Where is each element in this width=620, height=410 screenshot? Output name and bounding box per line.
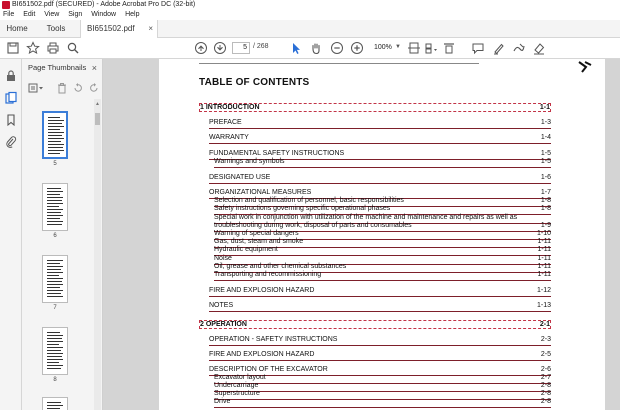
toc-entry-title: Excavator layout	[214, 374, 266, 381]
zoom-level[interactable]: 100%	[374, 44, 392, 51]
next-page-icon[interactable]	[213, 41, 227, 55]
thumbnail-page-number: 7	[53, 305, 57, 311]
bookmark-star-icon[interactable]	[26, 41, 40, 55]
toc-entry-title: Gas, dust, steam and smoke	[214, 238, 304, 245]
toc-entry-title: WARRANTY	[209, 134, 249, 141]
toc-section-entry[interactable]	[209, 351, 551, 360]
toc-link-underline	[209, 128, 551, 129]
toc-link-underline	[209, 345, 551, 346]
toc-entry-page: 1-8	[540, 197, 551, 204]
toc-entry-page: 1-4	[540, 134, 551, 141]
toc-subsection-entry[interactable]	[214, 158, 551, 167]
view-mode-icon[interactable]	[424, 41, 438, 55]
toc-link-underline	[214, 167, 551, 168]
toc-entry-page: 1-9	[540, 222, 551, 229]
toc-entry-title: Selection and qualification of personnel, basic responsibilities	[214, 197, 404, 204]
thumbnail-page-8[interactable]	[42, 327, 68, 383]
toc-entry-page: 1-11	[537, 255, 551, 262]
left-navigation-pane	[0, 59, 22, 410]
thumbnails-panel	[22, 59, 103, 410]
tab-document-label: BI651502.pdf	[87, 24, 135, 33]
toc-entry-page: 1-1	[539, 104, 550, 111]
hand-tool-icon[interactable]	[309, 41, 323, 55]
page-total: / 268	[253, 43, 269, 50]
toc-entry-title: FIRE AND EXPLOSION HAZARD	[209, 351, 315, 358]
toc-entry-title: FIRE AND EXPLOSION HAZARD	[209, 287, 315, 294]
corner-logo-mark-icon	[577, 61, 593, 73]
toc-entry-page: 1-13	[536, 302, 551, 309]
header-rule	[199, 63, 479, 64]
toc-entry-page: 2-8	[540, 390, 551, 397]
thumbnail-page-number: 8	[53, 377, 57, 383]
menu-bar	[0, 10, 620, 20]
toc-subsection-entry[interactable]	[214, 398, 551, 407]
toc-link-underline	[209, 183, 551, 184]
toc-entry-title: Transporting and recommissioning	[214, 271, 322, 278]
thumbnail-image	[42, 397, 68, 410]
previous-page-icon[interactable]	[194, 41, 208, 55]
thumbnails-toolbar	[22, 81, 103, 95]
tab-bar	[0, 20, 620, 38]
toc-link-underline	[209, 311, 551, 312]
toc-entry-page: 2-8	[540, 382, 551, 389]
toc-section-entry[interactable]	[209, 134, 551, 143]
thumbnail-page-5[interactable]	[42, 111, 68, 167]
zoom-in-icon[interactable]	[350, 41, 364, 55]
thumbnail-options-icon[interactable]	[28, 81, 44, 93]
toc-subsection-entry[interactable]	[214, 205, 551, 214]
toc-entry-title: PREFACE	[209, 119, 242, 126]
window-title: BI651502.pdf (SECURED) - Adobe Acrobat Pro DC (32-bit)	[12, 1, 196, 8]
toc-section-entry[interactable]	[209, 287, 551, 296]
tab-tools[interactable]: Tools	[46, 24, 66, 33]
attachments-paperclip-icon[interactable]	[4, 135, 18, 149]
thumbnail-image	[42, 327, 68, 375]
page-fit-icon[interactable]	[407, 41, 421, 55]
toc-entry-title: DESCRIPTION OF THE EXCAVATOR	[209, 366, 328, 373]
toc-link-underline	[209, 360, 551, 361]
comment-icon[interactable]	[471, 41, 485, 55]
toc-entry-title: OPERATION - SAFETY INSTRUCTIONS	[209, 336, 338, 343]
toc-entry-page: 1-11	[537, 271, 551, 278]
scroll-up-arrow-icon[interactable]: ▲	[95, 101, 100, 107]
pdf-page	[159, 59, 605, 410]
draw-icon[interactable]	[512, 41, 526, 55]
toc-entry-title: NOTES	[209, 302, 234, 309]
thumbnail-page-6[interactable]	[42, 183, 68, 239]
toc-entry-title: Safety instructions governing specific operational phases	[214, 205, 391, 212]
toc-entry-page: 2-5	[540, 351, 551, 358]
toc-entry-title: Warnings and symbols	[214, 158, 285, 165]
toc-entry-page: 2-8	[540, 398, 551, 405]
toc-subsection-entry[interactable]	[214, 271, 551, 280]
zoom-dropdown-chevron-icon[interactable]: ▼	[395, 44, 401, 50]
toc-entry-page: 1-12	[536, 287, 551, 294]
highlight-pen-icon[interactable]	[492, 41, 506, 55]
toc-entry-page: 1-10	[536, 230, 551, 237]
toc-link-underline	[209, 143, 551, 144]
toc-entry-page: 1-11	[537, 246, 551, 253]
toc-link-underline	[209, 296, 551, 297]
toc-entry-page: 1-8	[540, 205, 551, 212]
bookmarks-icon[interactable]	[4, 113, 18, 127]
search-icon[interactable]	[66, 41, 80, 55]
thumbnails-header	[22, 59, 103, 77]
toc-entry-title: DESIGNATED USE	[209, 174, 271, 181]
menu-window[interactable]: Window	[91, 11, 117, 18]
close-panel-icon[interactable]: ×	[91, 63, 97, 73]
print-icon[interactable]	[46, 41, 60, 55]
title-bar	[0, 0, 620, 10]
thumbnail-page-number: 5	[53, 161, 57, 167]
toc-entry-page: 2-6	[540, 366, 551, 373]
tab-home[interactable]: Home	[6, 24, 28, 33]
toc-section-entry[interactable]	[209, 336, 551, 345]
toc-entry-title: Hydraulic equipment	[214, 246, 278, 253]
toc-entry-title: Noise	[214, 255, 232, 262]
toc-entry-title: troubleshooting during work, disposal of parts and consumables	[214, 222, 412, 229]
toc-entry-title: Oil, grease and other chemical substances	[214, 263, 347, 270]
zoom-out-icon[interactable]	[330, 41, 344, 55]
toc-entry-title: Special work in conjunction with utilization of the machine and maintenance and repairs as well as	[214, 214, 518, 221]
select-cursor-icon[interactable]	[289, 41, 303, 55]
page-thumbnails-icon[interactable]	[4, 91, 18, 105]
toc-section-entry[interactable]	[209, 174, 551, 183]
scroll-mode-icon[interactable]	[442, 41, 456, 55]
toc-chapter-entry[interactable]	[199, 103, 551, 112]
toc-entry-page: 1-3	[540, 119, 551, 126]
toc-entry-page: 2-3	[540, 336, 551, 343]
toc-entry-title: Superstructure	[214, 390, 260, 397]
tab-document[interactable]	[80, 20, 158, 38]
document-viewport[interactable]	[103, 59, 620, 410]
toc-link-underline	[214, 407, 551, 408]
rotate-clockwise-icon[interactable]	[88, 81, 100, 93]
thumbnails-title: Page Thumbnails	[28, 63, 87, 72]
toc-link-underline	[214, 280, 551, 281]
close-tab-icon[interactable]: ×	[148, 24, 153, 33]
fill-sign-icon[interactable]	[532, 41, 546, 55]
toc-entry-page: 1-5	[540, 150, 551, 157]
toc-entry-page: 2-1	[539, 321, 550, 328]
menu-sign[interactable]: Sign	[68, 11, 83, 18]
toolbar	[0, 38, 620, 59]
toc-entry-title: Drive	[214, 398, 231, 405]
thumbnails-scrollbar[interactable]	[94, 99, 101, 410]
acrobat-logo-icon	[2, 1, 10, 9]
delete-page-icon[interactable]	[56, 81, 68, 93]
thumbnail-image	[42, 183, 68, 231]
toc-entry-page: 2-7	[540, 374, 551, 381]
menu-file[interactable]: File	[3, 11, 15, 18]
toc-entry-title: 1 INTRODUCTION	[200, 104, 260, 111]
toc-entry-page: 1-7	[540, 189, 551, 196]
menu-help[interactable]: Help	[125, 11, 140, 18]
rotate-counterclockwise-icon[interactable]	[72, 81, 84, 93]
thumbnail-image	[42, 255, 68, 303]
page-number-input[interactable]: 5	[232, 42, 250, 54]
toc-section-entry[interactable]	[209, 119, 551, 128]
menu-edit[interactable]: Edit	[23, 11, 36, 18]
save-icon[interactable]	[6, 41, 20, 55]
thumbnail-page-9[interactable]	[42, 397, 68, 410]
thumbnail-page-7[interactable]	[42, 255, 68, 311]
toc-entry-page: 1-11	[537, 238, 551, 245]
thumbnail-image	[42, 111, 68, 159]
toc-section-entry[interactable]	[209, 302, 551, 311]
menu-view[interactable]: View	[44, 11, 60, 18]
toc-heading: TABLE OF CONTENTS	[199, 77, 310, 88]
toc-entry-title: Undercarriage	[214, 382, 259, 389]
toc-entry-page: 1-5	[540, 158, 551, 165]
toc-entry-title: FUNDAMENTAL SAFETY INSTRUCTIONS	[209, 150, 345, 157]
toc-entry-title: 2 OPERATION	[200, 321, 247, 328]
toc-subsection-entry[interactable]	[214, 246, 551, 255]
thumbnail-page-number: 6	[53, 233, 57, 239]
toc-entry-title: ORGANIZATIONAL MEASURES	[209, 189, 312, 196]
toc-entry-title: Warning of special dangers	[214, 230, 299, 237]
toc-entry-page: 1-11	[537, 263, 551, 270]
lock-icon[interactable]	[4, 69, 18, 83]
scrollbar-thumb[interactable]	[95, 113, 100, 125]
toc-chapter-entry[interactable]	[199, 320, 551, 329]
toc-entry-page: 1-6	[540, 174, 551, 181]
